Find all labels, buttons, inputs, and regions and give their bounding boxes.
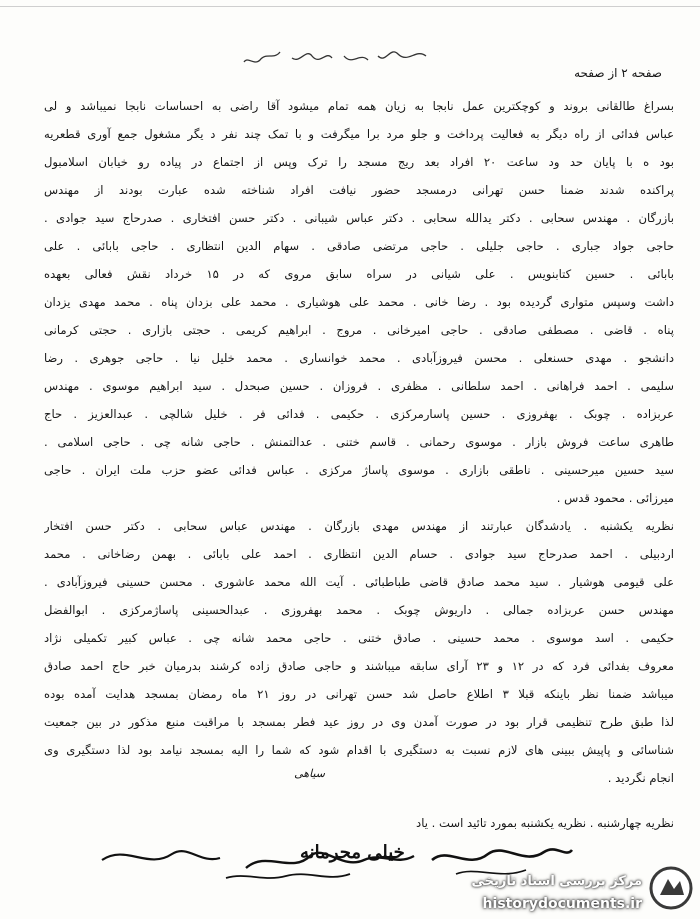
- history-documents-logo-icon: [648, 865, 694, 911]
- body-line: عباس فدائی از راه دیگر به فعالیت پرداخت و جلو مرد برا میگرفت و با تمک چند نفر د یگر مشغول جمع آوری قطعریه: [44, 127, 674, 141]
- body-line: میرزائی . محمود قدس .: [556, 491, 674, 505]
- body-line: بابائی . حسین کتابنویس . علی شیانی در سراه سابق مروی که در ۱۵ خرداد نقش فعالی بعهده: [44, 267, 674, 281]
- body-line: نظریه یکشنبه . یادشدگان عبارتند از مهندس مهدی بازرگان . مهندس عباس سحابی . دکتر حسن افتخار: [44, 519, 674, 533]
- body-line: علی قیومی هوشیار . سید محمد صادق قاضی طباطبائی . آیت الله محمد عاشوری . محسن حسینی فیروزآبادی .: [44, 575, 674, 589]
- body-line: عربزاده . چوبک . بهفروزی . حسین پاسارمرکزی . حکیمی . فدائی فر . خلیل شالچی . عبدالعزیز . حاج: [44, 407, 674, 421]
- body-line: پراکنده شدند ضمنا حسن تهرانی درمسجد حضور نیافت افراد شناخته شده عبارت بودند از مهندس: [44, 183, 674, 197]
- body-line: شناسائی و پاپیش ببینی های لازم نسبت به دستگیری با اقدام شود که شما را الیه بمسجد نیامد بود لذا دستگیری وی: [44, 743, 674, 757]
- body-line: طاهری ساعت فروش بازار . موسوی رحمانی . قاسم ختنی . عدالتمنش . حاجی شانه چی . حاجی اسلامی .: [44, 435, 674, 449]
- document-body: [44, 92, 674, 792]
- body-line: انجام نگردید .: [607, 771, 674, 785]
- handwritten-heading: [240, 40, 440, 74]
- handwritten-title: خیلی محرمانه: [300, 842, 405, 863]
- watermark: [380, 855, 700, 919]
- page-top-edge: [0, 0, 700, 7]
- body-line: سلیمی . احمد فراهانی . احمد سلطانی . مظفری . فروزان . حسین صبحدل . سید ابراهیم موسوی . مهندس: [44, 379, 674, 393]
- watermark-url: historydocuments.ir: [482, 896, 642, 912]
- body-line: پناه . قاضی . مصطفی صادقی . حاجی امیرخانی . مروج . ابراهیم کریمی . حجتی بازاری . حجتی کرمانی: [44, 323, 674, 337]
- body-line: معروف بفدائی فرد که در ۱۲ و ۲۳ آرای سابقه میباشند و حاجی صادق زاده کرشند بدرمیان خبر حاج احمد صادق: [44, 659, 674, 673]
- body-line: اردبیلی . احمد صدرحاج سید جوادی . حسام الدین انتظاری . احمد علی بابائی . بهمن رضاخانی . محمد: [44, 547, 674, 561]
- signature-note: سیاهی: [294, 767, 325, 780]
- body-line: بازرگان . مهندس سحابی . دکتر یدالله سحابی . دکتر عباس شیبانی . دکتر حسن افتخاری . صدرحاج سید جوادی .: [44, 211, 674, 225]
- body-line: حاجی جواد جباری . حاجی جلیلی . حاجی مرتضی صادقی . سهام الدین انتظاری . حاجی بابائی . علی: [44, 239, 674, 253]
- body-line: سید حسین میرحسینی . ناطقی بازاری . موسوی پاساژ مرکزی . عباس فدائی عضو حزب ملت ایران . حاجی: [44, 463, 674, 477]
- body-line: مهندس حسن عربزاده جمالی . داریوش چوبک . محمد بهفروزی . عبدالحسینی پاساژمرکزی . ابوالفضل: [44, 603, 674, 617]
- closing-line: نظریه چهارشنبه . نظریه یکشنبه بمورد تائید است . یاد: [416, 816, 674, 830]
- body-line: میباشد ضمنا نظر باینکه قبلا ۳ اطلاع حاصل شد حسن تهرانی در روز ۲۱ ماه رمضان بمسجد هدایت آمده بوده: [44, 687, 674, 701]
- body-line: لذا طبق طرح تنظیمی قرار بود در صورت آمدن وی در روز عید فطر بمسجد با مراقبت منبع مذکور در بین جمعیت: [44, 715, 674, 729]
- body-line: بسراغ طالقانی بروند و کوچکترین عمل نابجا به زیان همه تمام میشود آقا راضی به احساسات نابجا نمیباشد و لی: [44, 99, 674, 113]
- body-line: داشت وسپس متواری گردیده بود . رضا خانی . محمد علی هوشیاری . محمد علی بزدان پناه . محمد مهدی یزدان: [44, 295, 674, 309]
- page-number-label: صفحه ۲ از صفحه: [574, 66, 662, 80]
- body-line: دانشجو . مهدی حسنعلی . محسن فیروزآبادی . محمد خوانساری . محمد خلیل نیا . حاجی جوهری . رضا: [44, 351, 674, 365]
- watermark-text: مرکز بررسی اسناد تاریخی: [471, 874, 642, 889]
- signature-mark: [255, 767, 325, 791]
- body-line: بود ه با پایان حد ود ساعت ۲۰ افراد بعد ریج مسجد را ترک وپس از اجتماع در پیاده رو خیابان اسلامبول: [44, 155, 674, 169]
- body-line: حکیمی . اسد موسوی . محمد حسینی . صادق ختنی . حاجی محمد شانه چی . عباس کبیر تکمیلی نژاد: [44, 631, 674, 645]
